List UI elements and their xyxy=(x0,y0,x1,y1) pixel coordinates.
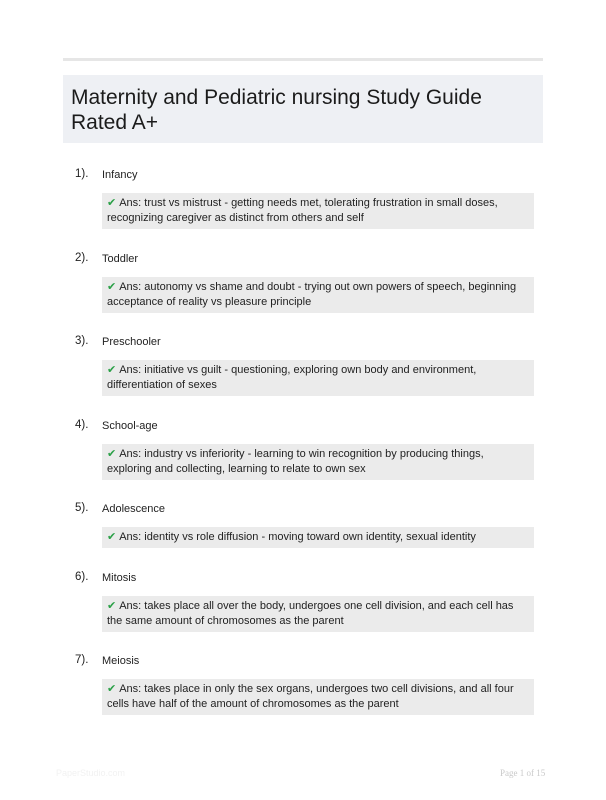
checkmark-icon: ✔ xyxy=(107,364,117,376)
item-number: 6). xyxy=(75,571,89,583)
item-term: Infancy xyxy=(102,169,138,181)
answer-box xyxy=(102,193,534,229)
answer-text: Ans: initiative vs guilt - questioning, exploring own body and environment, differentiation of sexes xyxy=(107,364,477,391)
title-banner xyxy=(63,75,543,143)
item-number: 3). xyxy=(75,335,89,347)
answer-text: Ans: takes place all over the body, undergoes one cell division, and each cell has the same amount of chromosomes as the parent xyxy=(107,600,514,627)
answer-box xyxy=(102,444,534,480)
top-divider xyxy=(63,58,543,61)
answer-box xyxy=(102,679,534,715)
checkmark-icon: ✔ xyxy=(107,600,117,612)
checkmark-icon: ✔ xyxy=(107,531,117,543)
item-term: Preschooler xyxy=(102,336,161,348)
answer-box xyxy=(102,277,534,313)
answer-box xyxy=(102,527,534,548)
answer-text: Ans: takes place in only the sex organs, undergoes two cell divisions, and all four cells have half of the amount of chromosomes as the parent xyxy=(107,683,514,710)
checkmark-icon: ✔ xyxy=(107,197,117,209)
checkmark-icon: ✔ xyxy=(107,683,117,695)
page-number: Page 1 of 15 xyxy=(500,768,546,778)
answer-text: Ans: identity vs role diffusion - moving toward own identity, sexual identity xyxy=(119,531,476,543)
item-term: Adolescence xyxy=(102,503,165,515)
item-number: 1). xyxy=(75,168,89,180)
answer-box xyxy=(102,360,534,396)
item-term: School-age xyxy=(102,420,158,432)
answer-text: Ans: industry vs inferiority - learning to win recognition by producing things, exploring and collecting, learning to relate to own sex xyxy=(107,448,484,475)
answer-text: Ans: trust vs mistrust - getting needs met, tolerating frustration in small doses, recognizing caregiver as distinct from others and self xyxy=(107,197,498,224)
item-number: 4). xyxy=(75,419,89,431)
answer-box xyxy=(102,596,534,632)
checkmark-icon: ✔ xyxy=(107,448,117,460)
item-number: 5). xyxy=(75,502,89,514)
checkmark-icon: ✔ xyxy=(107,281,117,293)
item-term: Meiosis xyxy=(102,655,140,667)
item-term: Mitosis xyxy=(102,572,137,584)
item-term: Toddler xyxy=(102,253,139,265)
item-number: 2). xyxy=(75,252,89,264)
footer-watermark: PaperStudio.com xyxy=(56,768,126,778)
page-title: Maternity and Pediatric nursing Study Guide Rated A+ xyxy=(71,86,482,134)
answer-text: Ans: autonomy vs shame and doubt - trying out own powers of speech, beginning acceptance of reality vs pleasure principle xyxy=(107,281,517,308)
item-number: 7). xyxy=(75,654,89,666)
